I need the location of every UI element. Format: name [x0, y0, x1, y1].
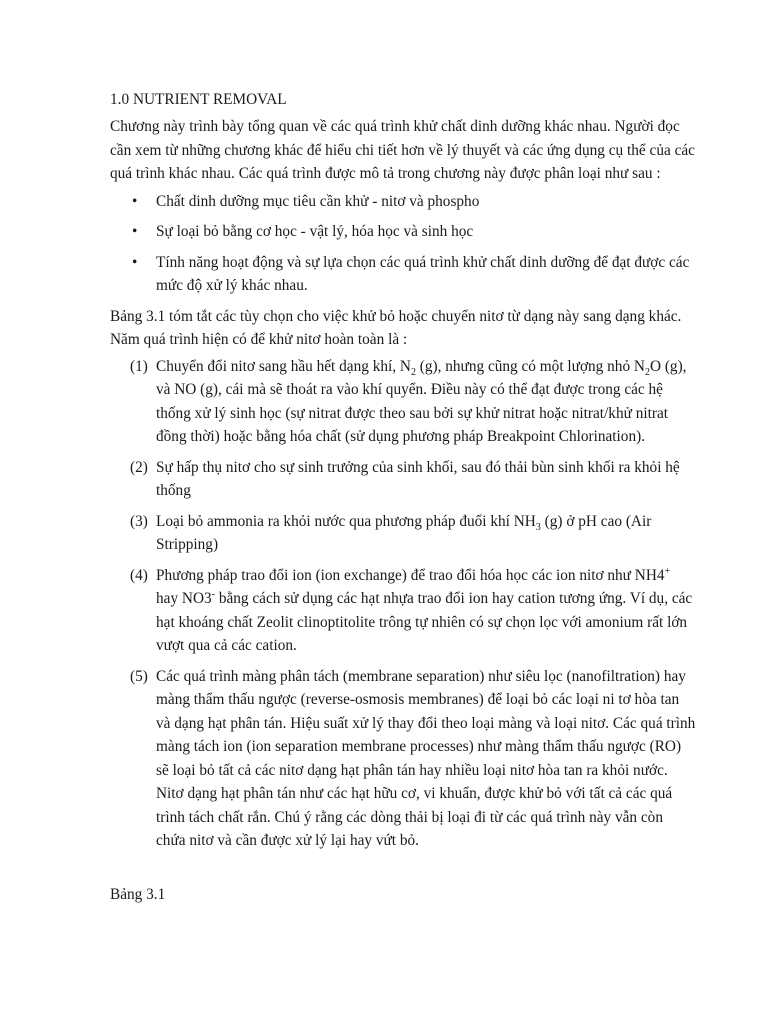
bullet-dot-icon: •: [132, 253, 138, 271]
summary-paragraph: Bảng 3.1 tóm tắt các tùy chọn cho việc khử bỏ hoặc chuyển nitơ từ dạng này sang dạng khác. Năm quá trình hiện có để khử nitơ hoàn toàn là :: [110, 307, 682, 348]
process-text-segment: +: [664, 565, 671, 577]
process-item: [110, 564, 696, 658]
process-text-segment: Phương pháp trao đổi ion (ion exchange) để trao đổi hóa học các ion nitơ như NH4: [156, 566, 665, 584]
bullet-text: Chất dinh dưỡng mục tiêu cần khử - nitơ và phospho: [156, 192, 480, 210]
bullet-item: [110, 220, 696, 244]
process-text-segment: 2: [644, 366, 650, 378]
process-item: [110, 665, 696, 853]
document-page: [110, 88, 696, 906]
intro-paragraph: Chương này trình bày tổng quan về các quá trình khử chất dinh dưỡng khác nhau. Người đọc cần xem từ những chương khác để hiểu chi tiết hơn về lý thuyết và các ứng dụng cụ thể của các quá trình khác nhau. Các quá trình được mô tả trong chương này được phân loại như sau :: [110, 118, 695, 182]
process-text: [156, 358, 687, 446]
process-number: (5): [130, 667, 148, 685]
process-text: [156, 459, 680, 500]
process-text-segment: hay NO3: [156, 590, 212, 607]
process-text: [156, 513, 651, 554]
bullet-dot-icon: •: [132, 192, 138, 210]
bullet-item: [110, 251, 696, 298]
process-text-segment: Các quá trình màng phân tách (membrane separation) như siêu lọc (nanofiltration) hay màng thẩm thấu ngược (reverse-osmosis membranes) để loại bỏ các loại ni tơ hòa tan và dạng hạt phân tán. Hiệu suất xử lý thay đổi theo loại màng và loại nitơ. Các quá trình màng tách ion (ion separation membrane processes) như màng thẩm thấu ngược (RO) sẽ loại bỏ tất cả các nitơ dạng hạt phân tán hay nhiều loại nitơ hòa tan ra khỏi nước. Nitơ dạng hạt phân tán như các hạt hữu cơ, vi khuẩn, được khử bỏ với tất cả các quá trình tách chất rắn. Chú ý rằng các dòng thải bị loại đi từ các quá trình này vẫn còn chứa nitơ và cần được xử lý lại hay vứt bỏ.: [156, 667, 696, 849]
table-label: Bảng 3.1: [110, 885, 166, 903]
process-text: [156, 668, 695, 850]
process-number: (2): [130, 458, 148, 476]
process-text-segment: Sự hấp thụ nitơ cho sự sinh trưởng của sinh khối, sau đó thải bùn sinh khối ra khỏi hệ thống: [156, 458, 680, 499]
process-text-segment: -: [211, 588, 215, 600]
process-text-segment: 2: [410, 366, 416, 378]
process-text-segment: Loại bỏ ammonia ra khỏi nước qua phương pháp đuổi khí NH: [156, 512, 536, 530]
process-number: (1): [130, 357, 148, 375]
bullet-text: Tính năng hoạt động và sự lựa chọn các quá trình khử chất dinh dưỡng để đạt được các mức độ xử lý khác nhau.: [156, 253, 690, 294]
process-text-segment: (g) ở pH cao (Air Stripping): [156, 512, 652, 553]
process-text-segment: (g), nhưng cũng có một lượng nhỏ N: [415, 357, 645, 375]
process-text-segment: 3: [535, 521, 541, 533]
process-item: [110, 355, 696, 449]
process-item: [110, 456, 696, 503]
bullet-list: [110, 190, 696, 298]
process-text-segment: bằng cách sử dụng các hạt nhựa trao đổi ion hay cation tương ứng. Ví dụ, các hạt khoáng chất Zeolit clinoptitolite trông tự nhiên có sự chọn lọc với amonium rất lớn vượt qua cả các cation.: [156, 590, 693, 654]
process-text: [156, 567, 692, 655]
process-text-segment: O (g), và NO (g), cái mà sẽ thoát ra vào khí quyển. Điều này có thể đạt được trong các hệ thống xử lý sinh học (sự nitrat được theo sau bởi sự khử nitrat hoặc nitrat/khử nitrat đồng thời) hoặc bằng hóa chất (sử dụng phương pháp Breakpoint Chlorination).: [156, 357, 687, 445]
process-list: [110, 355, 696, 853]
process-number: (3): [130, 512, 148, 530]
process-text-segment: Chuyển đổi nitơ sang hầu hết dạng khí, N: [156, 357, 411, 375]
process-number: (4): [130, 566, 148, 584]
process-item: [110, 510, 696, 557]
section-heading: 1.0 NUTRIENT REMOVAL: [110, 91, 287, 108]
bullet-dot-icon: •: [132, 223, 138, 240]
bullet-item: [110, 190, 696, 214]
bullet-text: Sự loại bỏ bằng cơ học - vật lý, hóa học và sinh học: [156, 223, 474, 240]
